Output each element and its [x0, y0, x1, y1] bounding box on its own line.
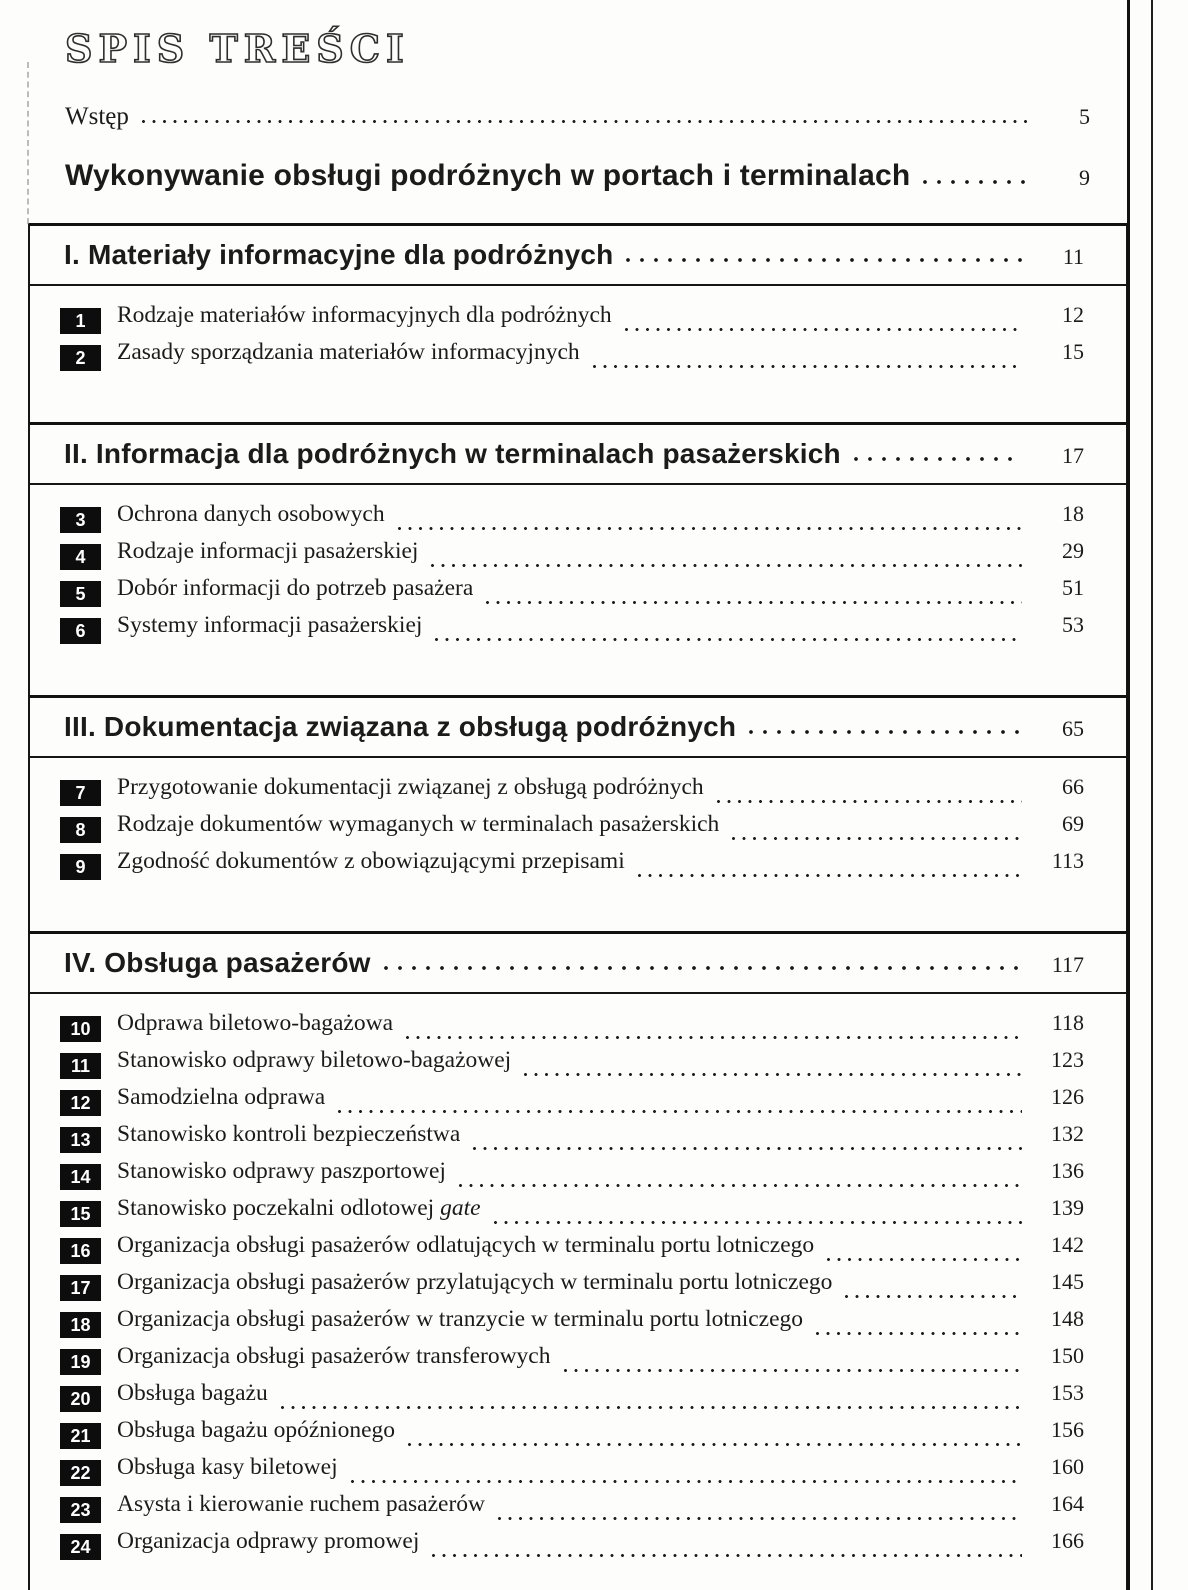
dot-leader — [815, 1331, 1022, 1336]
dot-leader — [472, 1146, 1022, 1151]
dot-leader — [458, 1183, 1022, 1188]
toc-item-row — [60, 1528, 1084, 1565]
toc-item-row — [60, 1491, 1084, 1528]
item-page-number: 164 — [1051, 1491, 1084, 1516]
item-number-badge: 6 — [60, 618, 101, 644]
item-number-badge: 1 — [60, 308, 101, 334]
toc-section-1 — [28, 223, 1128, 422]
dot-leader — [141, 119, 1028, 124]
toc-item-row — [60, 1232, 1084, 1269]
toc-item-row — [60, 1010, 1084, 1047]
toc-item-row — [60, 811, 1084, 848]
item-number-badge: 5 — [60, 581, 101, 607]
item-number-badge: 16 — [60, 1238, 101, 1264]
dot-leader — [592, 364, 1022, 369]
dot-leader — [563, 1368, 1023, 1373]
item-page-number: 166 — [1051, 1528, 1084, 1553]
toc-section-2 — [28, 422, 1128, 695]
item-page-number: 126 — [1051, 1084, 1084, 1109]
toc-item-row — [60, 1158, 1084, 1195]
dot-leader — [625, 257, 1022, 263]
item-number-badge: 2 — [60, 345, 101, 371]
toc-item-row — [60, 1380, 1084, 1417]
section-heading-label: II. Informacja dla podróżnych w terminalach pasażerskich — [64, 438, 841, 469]
entry-page-number: 9 — [1079, 165, 1090, 190]
item-page-number: 66 — [1062, 774, 1084, 799]
dot-leader — [748, 729, 1022, 735]
dot-leader — [397, 526, 1022, 531]
dot-leader — [853, 456, 1022, 462]
item-label: Organizacja obsługi pasażerów w tranzycie w terminalu portu lotniczego — [117, 1306, 804, 1332]
item-number-badge: 21 — [60, 1423, 101, 1449]
item-label: Stanowisko odprawy paszportowej — [117, 1158, 446, 1184]
toc-item-row — [60, 302, 1084, 339]
item-number-badge: 17 — [60, 1275, 101, 1301]
toc-section-4 — [28, 931, 1128, 1590]
item-label: Organizacja obsługi pasażerów odlatujących w terminalu portu lotniczego — [117, 1232, 815, 1258]
section-heading-row — [30, 226, 1126, 286]
item-number-badge: 11 — [60, 1053, 101, 1079]
dot-leader — [407, 1442, 1022, 1447]
item-page-number: 136 — [1051, 1158, 1084, 1183]
dot-leader — [523, 1072, 1022, 1077]
dot-leader — [731, 836, 1022, 841]
dot-leader — [405, 1035, 1022, 1040]
item-label: Rodzaje dokumentów wymaganych w terminalach pasażerskich — [117, 811, 720, 837]
dot-leader — [431, 1553, 1022, 1558]
item-number-badge: 15 — [60, 1201, 101, 1227]
dot-leader — [485, 600, 1022, 605]
item-label: Rodzaje materiałów informacyjnych dla podróżnych — [117, 302, 612, 328]
item-page-number: 15 — [1062, 339, 1084, 364]
item-page-number: 69 — [1062, 811, 1084, 836]
item-page-number: 150 — [1051, 1343, 1084, 1368]
toc-item-row — [60, 1306, 1084, 1343]
dot-leader — [434, 637, 1022, 642]
item-label: Organizacja obsługi pasażerów przylatujących w terminalu portu lotniczego — [117, 1269, 833, 1295]
dot-leader — [624, 327, 1022, 332]
toc-section-3 — [28, 695, 1128, 931]
item-page-number: 148 — [1051, 1306, 1084, 1331]
item-label: Ochrona danych osobowych — [117, 501, 385, 527]
section-page-number: 17 — [1062, 443, 1084, 468]
section-heading-row — [30, 425, 1126, 485]
toc-item-row — [60, 1454, 1084, 1491]
item-label: Organizacja obsługi pasażerów transferowych — [117, 1343, 551, 1369]
dot-leader — [383, 965, 1022, 971]
item-number-badge: 12 — [60, 1090, 101, 1116]
dot-leader — [493, 1220, 1022, 1225]
dot-leader — [922, 179, 1028, 185]
item-label: Obsługa kasy biletowej — [117, 1454, 338, 1480]
dot-leader — [716, 799, 1022, 804]
item-number-badge: 8 — [60, 817, 101, 843]
item-page-number: 160 — [1051, 1454, 1084, 1479]
toc-item-row — [60, 774, 1084, 811]
page-edge-line — [1151, 0, 1153, 1590]
item-page-number: 156 — [1051, 1417, 1084, 1442]
entry-page-number: 5 — [1079, 104, 1090, 129]
section-items — [30, 286, 1126, 422]
section-heading-row — [30, 698, 1126, 758]
item-label: Odprawa biletowo-bagażowa — [117, 1010, 394, 1036]
toc-item-row — [60, 1269, 1084, 1306]
item-page-number: 153 — [1051, 1380, 1084, 1405]
item-page-number: 51 — [1062, 575, 1084, 600]
dot-leader — [844, 1294, 1022, 1299]
scan-edge-line — [1127, 0, 1130, 1590]
item-number-badge: 14 — [60, 1164, 101, 1190]
section-page-number: 117 — [1051, 952, 1084, 977]
toc-item-row — [60, 339, 1084, 376]
item-page-number: 53 — [1062, 612, 1084, 637]
item-label: Asysta i kierowanie ruchem pasażerów — [117, 1491, 486, 1517]
item-page-number: 123 — [1051, 1047, 1084, 1072]
section-heading-label: I. Materiały informacyjne dla podróżnych — [64, 239, 614, 270]
item-label: Samodzielna odprawa — [117, 1084, 326, 1110]
toc-item-row — [60, 1121, 1084, 1158]
toc-item-row — [60, 1084, 1084, 1121]
item-label: Dobór informacji do potrzeb pasażera — [117, 575, 474, 601]
item-number-badge: 20 — [60, 1386, 101, 1412]
section-page-number: 11 — [1062, 244, 1084, 269]
toc-entry-main-heading — [65, 159, 1090, 193]
toc-item-row — [60, 612, 1084, 649]
item-page-number: 142 — [1051, 1232, 1084, 1257]
dot-leader — [337, 1109, 1022, 1114]
dot-leader — [497, 1516, 1022, 1521]
item-label: Systemy informacji pasażerskiej — [117, 612, 423, 638]
item-number-badge: 4 — [60, 544, 101, 570]
toc-item-row — [60, 848, 1084, 885]
toc-item-row — [60, 575, 1084, 612]
toc-entry-wstep — [65, 103, 1090, 131]
item-number-badge: 22 — [60, 1460, 101, 1486]
item-label: Rodzaje informacji pasażerskiej — [117, 538, 419, 564]
toc-item-row — [60, 1195, 1084, 1232]
item-page-number: 118 — [1051, 1010, 1084, 1035]
toc-sections — [28, 223, 1128, 1590]
item-label: Zasady sporządzania materiałów informacyjnych — [117, 339, 580, 365]
toc-item-row — [60, 1047, 1084, 1084]
section-items — [30, 758, 1126, 931]
entry-label: Wstęp — [65, 103, 129, 130]
section-items — [30, 485, 1126, 695]
item-number-badge: 18 — [60, 1312, 101, 1338]
item-number-badge: 9 — [60, 854, 101, 880]
toc-item-row — [60, 1417, 1084, 1454]
item-page-number: 18 — [1062, 501, 1084, 526]
item-label: Stanowisko poczekalni odlotowej gate — [117, 1195, 481, 1221]
fold-dash-line — [27, 62, 29, 224]
toc-item-row — [60, 501, 1084, 538]
section-heading-label: III. Dokumentacja związana z obsługą podróżnych — [64, 711, 737, 742]
item-number-badge: 10 — [60, 1016, 101, 1042]
toc-item-row — [60, 538, 1084, 575]
item-page-number: 132 — [1051, 1121, 1084, 1146]
section-items — [30, 994, 1126, 1590]
section-heading-row — [30, 934, 1126, 994]
toc-item-row — [60, 1343, 1084, 1380]
item-label: Organizacja odprawy promowej — [117, 1528, 420, 1554]
section-heading-label: IV. Obsługa pasażerów — [64, 947, 371, 978]
dot-leader — [430, 563, 1022, 568]
item-number-badge: 7 — [60, 780, 101, 806]
page-title: SPIS TREŚCI — [65, 26, 410, 71]
item-label: Stanowisko kontroli bezpieczeństwa — [117, 1121, 461, 1147]
item-number-badge: 23 — [60, 1497, 101, 1523]
dot-leader — [280, 1405, 1022, 1410]
section-page-number: 65 — [1062, 716, 1084, 741]
dot-leader — [637, 873, 1022, 878]
item-label: Przygotowanie dokumentacji związanej z obsługą podróżnych — [117, 774, 704, 800]
item-number-badge: 24 — [60, 1534, 101, 1560]
dot-leader — [826, 1257, 1022, 1262]
item-page-number: 29 — [1062, 538, 1084, 563]
item-page-number: 113 — [1051, 848, 1084, 873]
item-label: Zgodność dokumentów z obowiązującymi przepisami — [117, 848, 625, 874]
dot-leader — [350, 1479, 1022, 1484]
item-number-badge: 3 — [60, 507, 101, 533]
item-number-badge: 13 — [60, 1127, 101, 1153]
item-page-number: 145 — [1051, 1269, 1084, 1294]
item-label: Stanowisko odprawy biletowo-bagażowej — [117, 1047, 512, 1073]
entry-label: Wykonywanie obsługi podróżnych w portach i terminalach — [65, 159, 911, 192]
item-number-badge: 19 — [60, 1349, 101, 1375]
item-label: Obsługa bagażu — [117, 1380, 268, 1406]
item-label: Obsługa bagażu opóźnionego — [117, 1417, 396, 1443]
item-page-number: 139 — [1051, 1195, 1084, 1220]
item-page-number: 12 — [1062, 302, 1084, 327]
